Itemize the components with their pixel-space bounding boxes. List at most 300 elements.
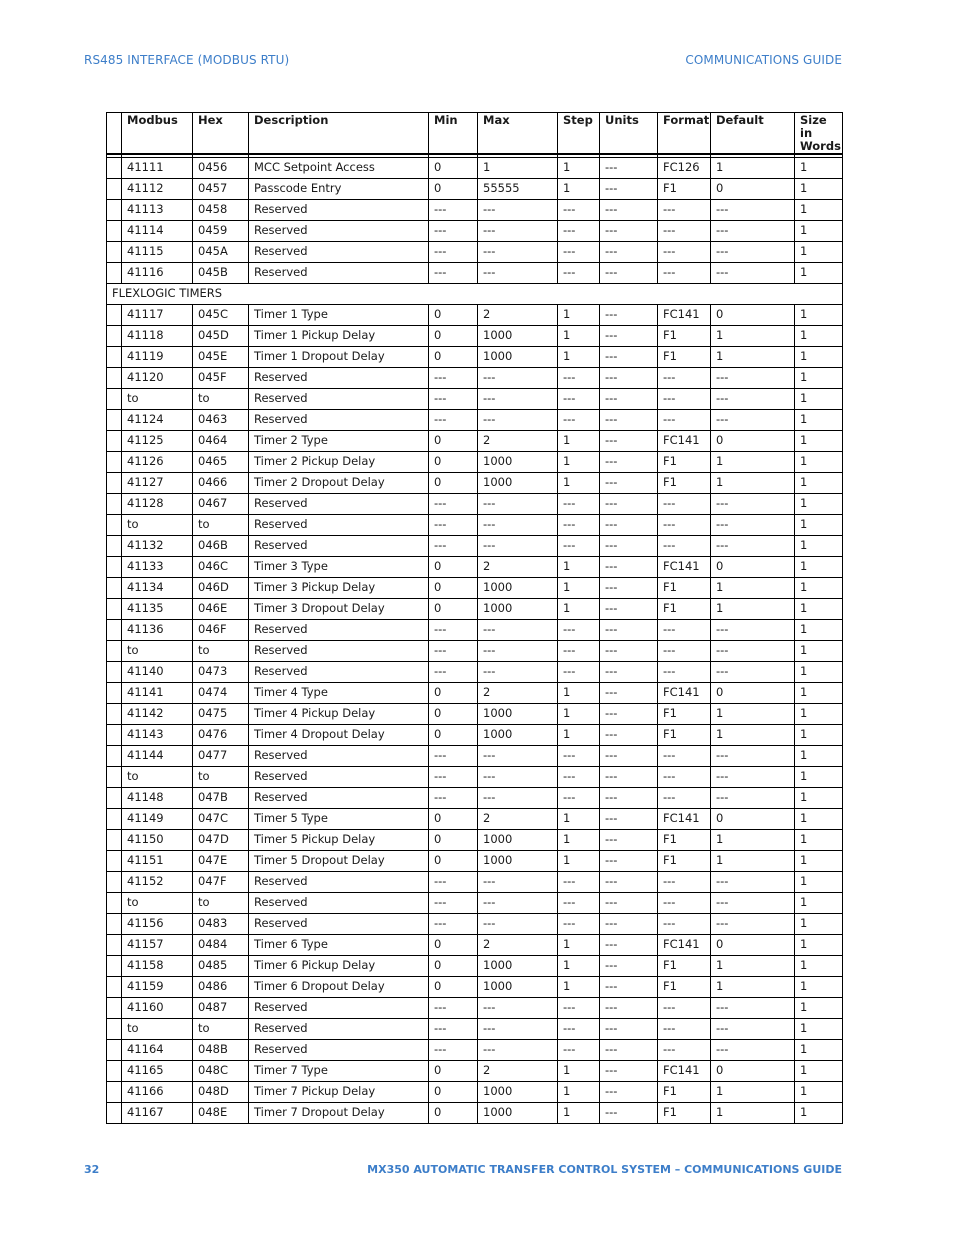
table-cell: --- (478, 641, 558, 662)
table-cell: --- (600, 431, 658, 452)
row-gutter (107, 1019, 122, 1040)
column-header: Default (711, 113, 795, 155)
row-gutter (107, 683, 122, 704)
table-cell: Reserved (249, 872, 429, 893)
table-cell: --- (478, 914, 558, 935)
table-header-row (107, 113, 843, 155)
table-cell: --- (558, 494, 600, 515)
table-cell: 0 (429, 452, 478, 473)
row-gutter (107, 746, 122, 767)
table-cell: 1 (711, 956, 795, 977)
table-row (107, 557, 843, 578)
table-cell: 1 (558, 851, 600, 872)
table-cell: Reserved (249, 242, 429, 263)
table-cell: F1 (658, 830, 711, 851)
column-header (107, 113, 122, 155)
table-cell: --- (711, 494, 795, 515)
table-cell: 0 (429, 1061, 478, 1082)
table-cell: 41133 (122, 557, 193, 578)
table-cell: Reserved (249, 515, 429, 536)
row-gutter (107, 242, 122, 263)
table-cell: 1 (795, 1061, 843, 1082)
column-header: Step (558, 113, 600, 155)
table-cell: F1 (658, 326, 711, 347)
table-cell: 1 (795, 872, 843, 893)
table-cell: Reserved (249, 1040, 429, 1061)
table-cell: 1 (558, 977, 600, 998)
table-cell: 0 (429, 305, 478, 326)
row-gutter (107, 473, 122, 494)
table-cell: 41148 (122, 788, 193, 809)
table-cell: 55555 (478, 179, 558, 200)
table-row (107, 1103, 843, 1124)
table-cell: 045B (193, 263, 249, 284)
table-cell: --- (558, 893, 600, 914)
table-cell: 0 (711, 305, 795, 326)
row-gutter (107, 788, 122, 809)
table-cell: --- (711, 410, 795, 431)
table-cell: to (193, 515, 249, 536)
table-cell: 41160 (122, 998, 193, 1019)
table-cell: 1 (558, 809, 600, 830)
table-cell: 1 (558, 326, 600, 347)
table-cell: --- (711, 368, 795, 389)
row-gutter (107, 158, 122, 179)
table-cell: --- (711, 914, 795, 935)
table-cell: --- (658, 368, 711, 389)
table-cell: Timer 4 Type (249, 683, 429, 704)
table-row (107, 809, 843, 830)
table-cell: 0467 (193, 494, 249, 515)
table-row (107, 473, 843, 494)
table-cell: 0464 (193, 431, 249, 452)
table-cell: 41132 (122, 536, 193, 557)
table-cell: Reserved (249, 410, 429, 431)
table-cell: 046B (193, 536, 249, 557)
table-cell: --- (558, 221, 600, 242)
table-cell: --- (600, 389, 658, 410)
table-cell: --- (600, 1082, 658, 1103)
table-cell: 0 (429, 431, 478, 452)
table-cell: Timer 3 Pickup Delay (249, 578, 429, 599)
table-cell: 1 (795, 977, 843, 998)
table-cell: F1 (658, 599, 711, 620)
table-cell: --- (429, 767, 478, 788)
table-cell: --- (658, 221, 711, 242)
table-cell: Timer 4 Pickup Delay (249, 704, 429, 725)
table-cell: 2 (478, 935, 558, 956)
table-cell: --- (478, 998, 558, 1019)
table-cell: to (122, 767, 193, 788)
row-gutter (107, 935, 122, 956)
table-cell: 41135 (122, 599, 193, 620)
table-cell: 2 (478, 1061, 558, 1082)
row-gutter (107, 536, 122, 557)
row-gutter (107, 494, 122, 515)
table-cell: Reserved (249, 998, 429, 1019)
table-cell: --- (600, 620, 658, 641)
table-cell: Reserved (249, 389, 429, 410)
table-cell: Passcode Entry (249, 179, 429, 200)
table-cell: 048E (193, 1103, 249, 1124)
table-cell: --- (711, 263, 795, 284)
table-cell: 0465 (193, 452, 249, 473)
table-cell: 1 (558, 1103, 600, 1124)
table-cell: --- (429, 998, 478, 1019)
table-cell: F1 (658, 179, 711, 200)
table-cell: 0466 (193, 473, 249, 494)
table-cell: 1 (795, 263, 843, 284)
table-cell: 1 (558, 1082, 600, 1103)
table-cell: 0 (429, 1082, 478, 1103)
table-cell: --- (600, 515, 658, 536)
table-cell: --- (558, 515, 600, 536)
row-gutter (107, 557, 122, 578)
table-cell: --- (558, 788, 600, 809)
table-cell: Reserved (249, 662, 429, 683)
table-cell: 0 (711, 431, 795, 452)
table-cell: Reserved (249, 767, 429, 788)
table-cell: --- (478, 620, 558, 641)
column-header: Min (429, 113, 478, 155)
table-cell: 0458 (193, 200, 249, 221)
table-cell: --- (558, 662, 600, 683)
table-cell: 1 (795, 998, 843, 1019)
table-cell: 0475 (193, 704, 249, 725)
column-header: Modbus (122, 113, 193, 155)
table-cell: to (193, 1019, 249, 1040)
table-cell: --- (558, 536, 600, 557)
table-cell: Reserved (249, 620, 429, 641)
table-cell: 1 (795, 515, 843, 536)
table-cell: --- (600, 872, 658, 893)
table-cell: --- (600, 578, 658, 599)
table-cell: Timer 7 Dropout Delay (249, 1103, 429, 1124)
table-cell: --- (429, 200, 478, 221)
table-cell: 1 (795, 914, 843, 935)
table-cell: --- (711, 221, 795, 242)
table-cell: 0483 (193, 914, 249, 935)
table-cell: --- (429, 1040, 478, 1061)
table-cell: 0 (429, 1103, 478, 1124)
table-cell: 41159 (122, 977, 193, 998)
table-cell: 41141 (122, 683, 193, 704)
table-cell: 1 (795, 1103, 843, 1124)
table-cell: 41113 (122, 200, 193, 221)
table-cell: 1 (711, 830, 795, 851)
table-cell: 1 (795, 935, 843, 956)
table-cell: 046E (193, 599, 249, 620)
table-cell: 41114 (122, 221, 193, 242)
table-cell: --- (600, 767, 658, 788)
table-cell: --- (600, 935, 658, 956)
table-cell: --- (711, 515, 795, 536)
table-cell: 2 (478, 683, 558, 704)
table-cell: --- (558, 767, 600, 788)
table-cell: Reserved (249, 1019, 429, 1040)
table-cell: 045E (193, 347, 249, 368)
table-cell: --- (600, 368, 658, 389)
table-cell: --- (711, 1040, 795, 1061)
table-cell: --- (429, 221, 478, 242)
table-cell: 1 (795, 704, 843, 725)
table-cell: --- (429, 263, 478, 284)
table-cell: F1 (658, 452, 711, 473)
table-cell: 1 (558, 452, 600, 473)
table-cell: --- (600, 893, 658, 914)
row-gutter (107, 956, 122, 977)
row-gutter (107, 998, 122, 1019)
table-cell: 1000 (478, 1082, 558, 1103)
table-row (107, 347, 843, 368)
table-cell: --- (429, 914, 478, 935)
table-cell: 0457 (193, 179, 249, 200)
table-row (107, 536, 843, 557)
table-cell: --- (600, 830, 658, 851)
row-gutter (107, 725, 122, 746)
table-cell: 41158 (122, 956, 193, 977)
table-cell: 1 (558, 704, 600, 725)
table-cell: --- (478, 746, 558, 767)
table-cell: to (122, 389, 193, 410)
table-cell: --- (429, 515, 478, 536)
table-cell: --- (658, 515, 711, 536)
table-cell: 1 (711, 1082, 795, 1103)
table-cell: 41120 (122, 368, 193, 389)
table-cell: --- (558, 242, 600, 263)
table-cell: --- (600, 326, 658, 347)
table-cell: 41125 (122, 431, 193, 452)
table-cell: F1 (658, 473, 711, 494)
table-cell: 0 (711, 683, 795, 704)
table-cell: 047F (193, 872, 249, 893)
table-cell: 1 (711, 473, 795, 494)
table-cell: FC141 (658, 305, 711, 326)
table-cell: 41144 (122, 746, 193, 767)
table-cell: --- (478, 410, 558, 431)
table-cell: 0 (711, 809, 795, 830)
table-cell: --- (478, 368, 558, 389)
table-cell: 1 (795, 536, 843, 557)
table-cell: 1 (795, 242, 843, 263)
table-cell: --- (558, 998, 600, 1019)
table-cell: --- (600, 599, 658, 620)
row-gutter (107, 410, 122, 431)
table-cell: 048C (193, 1061, 249, 1082)
table-cell: 1000 (478, 1103, 558, 1124)
table-cell: Timer 1 Dropout Delay (249, 347, 429, 368)
table-cell: Reserved (249, 494, 429, 515)
table-cell: 0 (429, 599, 478, 620)
table-row (107, 200, 843, 221)
table-cell: Timer 5 Type (249, 809, 429, 830)
table-cell: 1 (795, 200, 843, 221)
table-row (107, 305, 843, 326)
column-header: Size in Words (795, 113, 843, 155)
row-gutter (107, 368, 122, 389)
table-cell: --- (478, 263, 558, 284)
table-cell: 1 (558, 179, 600, 200)
table-row (107, 599, 843, 620)
table-cell: to (122, 1019, 193, 1040)
table-cell: Reserved (249, 893, 429, 914)
table-cell: --- (478, 242, 558, 263)
table-row (107, 242, 843, 263)
table-cell: --- (600, 452, 658, 473)
table-cell: 0 (429, 158, 478, 179)
table-cell: 1 (711, 347, 795, 368)
table-cell: 047D (193, 830, 249, 851)
table-cell: --- (600, 200, 658, 221)
table-cell: 1 (795, 389, 843, 410)
table-row (107, 431, 843, 452)
table-cell: --- (711, 389, 795, 410)
table-cell: 0 (429, 956, 478, 977)
row-gutter (107, 872, 122, 893)
table-cell: 1000 (478, 725, 558, 746)
table-cell: 1 (795, 1082, 843, 1103)
table-cell: F1 (658, 1082, 711, 1103)
table-cell: --- (658, 788, 711, 809)
table-cell: 41115 (122, 242, 193, 263)
table-cell: --- (429, 662, 478, 683)
footer-title: MX350 AUTOMATIC TRANSFER CONTROL SYSTEM – COMMUNICATIONS GUIDE (367, 1163, 842, 1176)
table-cell: --- (600, 788, 658, 809)
table-cell: FC126 (658, 158, 711, 179)
table-cell: Timer 3 Type (249, 557, 429, 578)
table-cell: --- (658, 872, 711, 893)
table-cell: 1 (795, 1040, 843, 1061)
table-cell: --- (558, 914, 600, 935)
table-row (107, 935, 843, 956)
table-cell: --- (558, 641, 600, 662)
table-cell: --- (558, 872, 600, 893)
table-cell: 1000 (478, 851, 558, 872)
table-row (107, 494, 843, 515)
table-cell: --- (600, 662, 658, 683)
row-gutter (107, 830, 122, 851)
table-cell: 1 (795, 788, 843, 809)
table-cell: 1 (795, 620, 843, 641)
row-gutter (107, 431, 122, 452)
row-gutter (107, 620, 122, 641)
table-cell: --- (600, 536, 658, 557)
row-gutter (107, 893, 122, 914)
table-cell: --- (600, 494, 658, 515)
table-cell: 0485 (193, 956, 249, 977)
table-cell: 1 (558, 935, 600, 956)
table-cell: 41136 (122, 620, 193, 641)
table-cell: 0 (711, 557, 795, 578)
table-cell: --- (658, 893, 711, 914)
table-row (107, 788, 843, 809)
table-cell: 1 (711, 158, 795, 179)
table-cell: 0 (711, 179, 795, 200)
table-cell: F1 (658, 704, 711, 725)
table-cell: Reserved (249, 200, 429, 221)
table-row (107, 641, 843, 662)
table-cell: 1 (795, 746, 843, 767)
table-cell: 41157 (122, 935, 193, 956)
row-gutter (107, 263, 122, 284)
table-row (107, 1061, 843, 1082)
table-cell: Timer 5 Pickup Delay (249, 830, 429, 851)
table-cell: --- (711, 536, 795, 557)
table-cell: 1 (795, 158, 843, 179)
table-cell: 2 (478, 431, 558, 452)
table-cell: --- (600, 179, 658, 200)
table-cell: 0463 (193, 410, 249, 431)
table-cell: Timer 3 Dropout Delay (249, 599, 429, 620)
table-cell: 1 (478, 158, 558, 179)
table-cell: 41111 (122, 158, 193, 179)
table-cell: --- (711, 641, 795, 662)
table-cell: --- (429, 536, 478, 557)
table-cell: --- (711, 893, 795, 914)
table-cell: FC141 (658, 683, 711, 704)
table-cell: 1 (795, 347, 843, 368)
table-cell: 1 (711, 578, 795, 599)
row-gutter (107, 641, 122, 662)
table-row (107, 1019, 843, 1040)
table-cell: F1 (658, 1103, 711, 1124)
table-cell: --- (429, 494, 478, 515)
table-cell: --- (600, 851, 658, 872)
table-row (107, 179, 843, 200)
table-cell: --- (600, 704, 658, 725)
table-cell: 1 (795, 557, 843, 578)
table-cell: --- (658, 746, 711, 767)
table-cell: 41126 (122, 452, 193, 473)
table-cell: 0 (429, 830, 478, 851)
row-gutter (107, 809, 122, 830)
table-row (107, 662, 843, 683)
table-row (107, 410, 843, 431)
table-cell: --- (658, 200, 711, 221)
table-cell: --- (600, 1040, 658, 1061)
table-cell: --- (558, 746, 600, 767)
table-cell: 0 (429, 347, 478, 368)
table-cell: 048D (193, 1082, 249, 1103)
table-cell: --- (658, 998, 711, 1019)
row-gutter (107, 1103, 122, 1124)
row-gutter (107, 452, 122, 473)
table-cell: 41124 (122, 410, 193, 431)
column-header: Description (249, 113, 429, 155)
table-cell: --- (658, 1040, 711, 1061)
table-cell: --- (711, 200, 795, 221)
table-cell: --- (600, 746, 658, 767)
table-cell: --- (600, 914, 658, 935)
table-row (107, 368, 843, 389)
table-cell: --- (600, 347, 658, 368)
table-cell: 1 (558, 578, 600, 599)
row-gutter (107, 977, 122, 998)
table-row (107, 956, 843, 977)
table-cell: 0 (429, 473, 478, 494)
table-row (107, 914, 843, 935)
table-cell: 1 (795, 179, 843, 200)
table-cell: --- (658, 662, 711, 683)
table-cell: --- (429, 242, 478, 263)
table-cell: --- (600, 305, 658, 326)
table-cell: --- (478, 515, 558, 536)
table-cell: 1000 (478, 599, 558, 620)
table-cell: --- (658, 263, 711, 284)
table-cell: 1000 (478, 956, 558, 977)
table-cell: 41134 (122, 578, 193, 599)
table-cell: --- (600, 977, 658, 998)
